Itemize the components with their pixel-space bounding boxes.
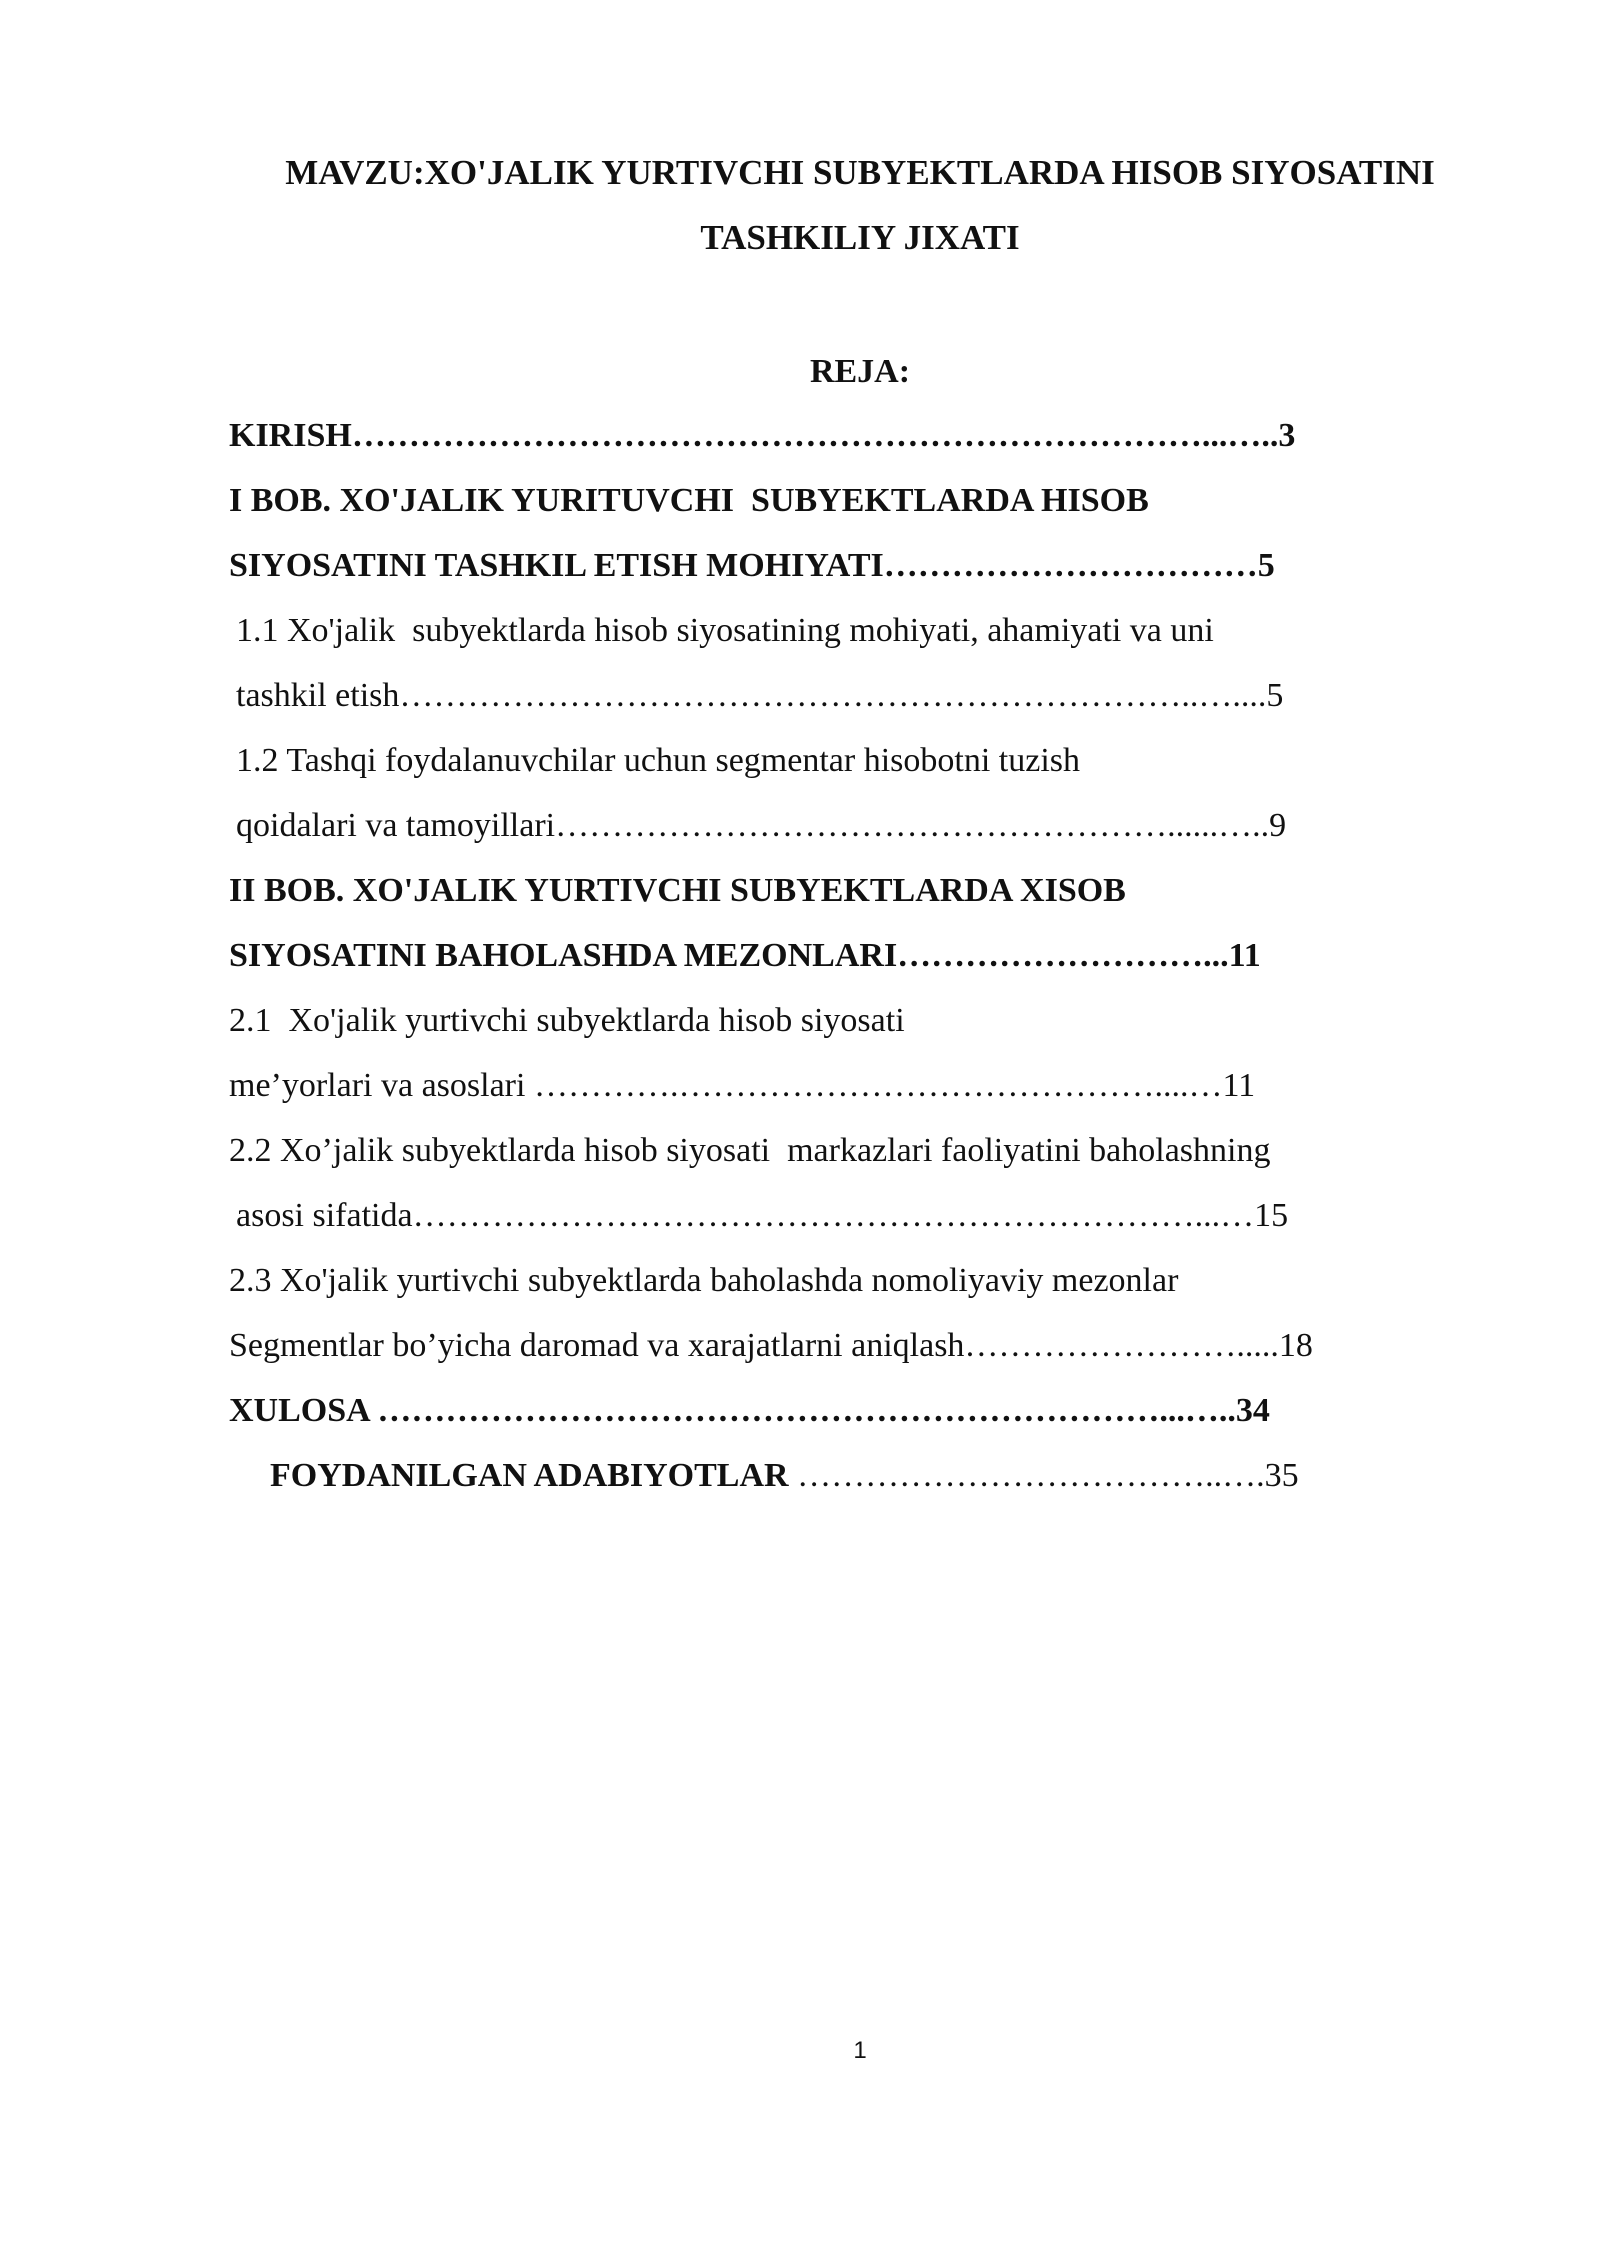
toc-section-1-2-line-1: 1.2 Tashqi foydalanuvchilar uchun segmentar hisobotni tuzish <box>236 742 1080 779</box>
toc-section-1-1-line-2: tashkil etish……………………………………………………………..…....5 <box>236 677 1284 714</box>
toc-section-2-1-line-1: 2.1 Xo'jalik yurtivchi subyektlarda hisob siyosati <box>229 1002 905 1039</box>
toc-xulosa: XULOSA ……………………………………………………………...…..34 <box>229 1392 1270 1429</box>
page-number: 1 <box>853 2037 867 2064</box>
toc-chapter-2-line-2: SIYOSATINI BAHOLASHDA MEZONLARI………………………...11 <box>229 937 1261 974</box>
title-line-2: TASHKILIY JIXATI <box>700 218 1020 257</box>
toc-chapter-2-line-1: II BOB. XO'JALIK YURTIVCHI SUBYEKTLARDA XISOB <box>229 872 1126 909</box>
plan-heading: REJA: <box>809 353 911 390</box>
toc-chapter-1-line-2: SIYOSATINI TASHKIL ETISH MOHIYATI……………………………5 <box>229 547 1275 584</box>
toc-section-2-3-line-2: Segmentlar bo’yicha daromad va xarajatlarni aniqlash…………………….....18 <box>229 1327 1313 1364</box>
toc-section-1-1-line-1: 1.1 Xo'jalik subyektlarda hisob siyosatining mohiyati, ahamiyati va uni <box>236 612 1214 649</box>
toc-section-2-1-line-2: me’yorlari va asoslari ………….……………………………………....…11 <box>229 1067 1256 1104</box>
toc-chapter-1-line-1: I BOB. XO'JALIK YURITUVCHI SUBYEKTLARDA HISOB <box>229 482 1149 519</box>
toc-bibliography <box>270 1451 1299 1501</box>
toc-bibliography-label: FOYDANILGAN ADABIYOTLAR <box>270 1457 789 1494</box>
toc-section-2-3-line-1: 2.3 Xo'jalik yurtivchi subyektlarda baholashda nomoliyaviy mezonlar <box>229 1262 1179 1299</box>
toc-bibliography-leader: ………………………………..….35 <box>788 1457 1299 1494</box>
toc-section-2-2-line-1: 2.2 Xo’jalik subyektlarda hisob siyosati markazlari faoliyatini baholashning <box>229 1132 1271 1169</box>
toc-kirish: KIRISH…………………………………………………………………...…..3 <box>229 417 1296 454</box>
toc-section-2-2-line-2: asosi sifatida……………………………………………………………...…15 <box>236 1197 1289 1234</box>
toc-section-1-2-line-2: qoidalari va tamoyillari………………………………………………......…..9 <box>236 807 1287 844</box>
title-line-1: MAVZU:XO'JALIK YURTIVCHI SUBYEKTLARDA HISOB SIYOSATINI <box>285 153 1435 192</box>
